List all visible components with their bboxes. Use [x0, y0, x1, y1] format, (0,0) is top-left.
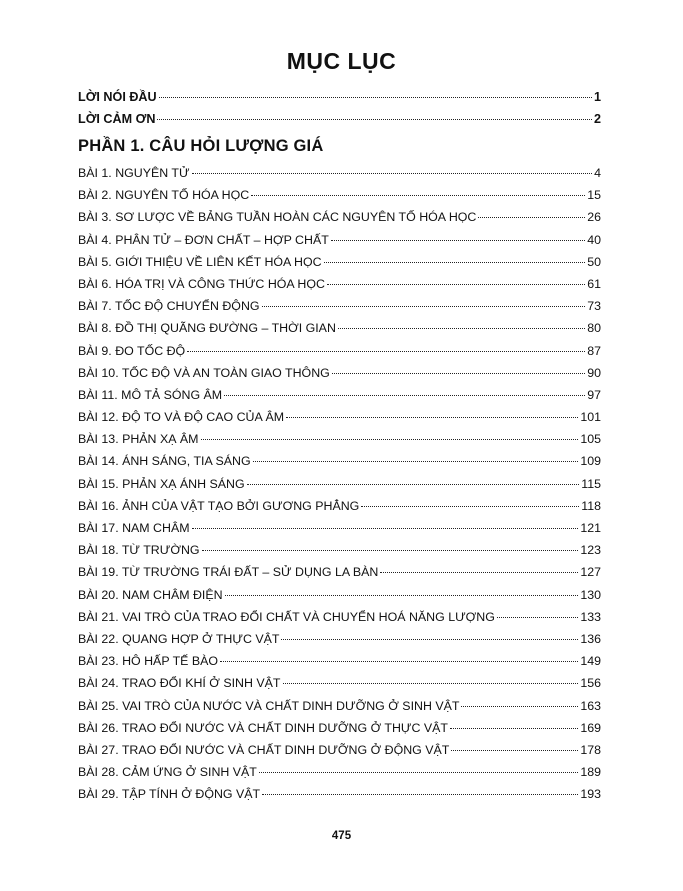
toc-entry-lesson-15[interactable]	[78, 473, 601, 495]
toc-entry-lesson-14[interactable]	[78, 450, 601, 472]
dot-leader	[327, 284, 585, 285]
toc-entry-loi-noi-dau[interactable]	[78, 86, 601, 108]
toc-entry-loi-cam-on[interactable]	[78, 108, 601, 130]
dot-leader	[281, 639, 578, 640]
dot-leader	[283, 683, 579, 684]
toc-entry-label: BÀI 2. NGUYÊN TỐ HÓA HỌC	[78, 188, 250, 203]
toc-entry-lesson-29[interactable]	[78, 783, 601, 805]
toc-entry-page: 156	[580, 676, 601, 691]
dot-leader	[331, 240, 585, 241]
toc-entry-label: BÀI 23. HÔ HẤP TẾ BÀO	[78, 654, 219, 669]
dot-leader	[192, 528, 579, 529]
toc-entry-lesson-12[interactable]	[78, 406, 601, 428]
toc-entry-page: 189	[580, 765, 601, 780]
toc-entry-lesson-16[interactable]	[78, 495, 601, 517]
toc-entry-label: BÀI 12. ĐỘ TO VÀ ĐỘ CAO CỦA ÂM	[78, 410, 285, 425]
toc-entry-page: 193	[580, 787, 601, 802]
toc-entry-page: 4	[594, 166, 601, 180]
toc-entry-label: BÀI 27. TRAO ĐỔI NƯỚC VÀ CHẤT DINH DƯỠNG Ở ĐỘNG VẬT	[78, 742, 450, 757]
toc-entry-page: 136	[580, 631, 601, 646]
dot-leader	[159, 97, 592, 98]
toc-entry-lesson-20[interactable]	[78, 584, 601, 606]
toc-entry-label: BÀI 15. PHẢN XẠ ÁNH SÁNG	[78, 476, 245, 491]
toc-entry-page: 169	[580, 720, 601, 735]
dot-leader	[201, 439, 579, 440]
page-title: MỤC LỤC	[286, 48, 397, 74]
toc-entry-lesson-27[interactable]	[78, 739, 601, 761]
dot-leader	[450, 728, 578, 729]
toc-entry-page: 1	[593, 90, 601, 104]
toc-entry-page: 149	[580, 654, 601, 669]
toc-entry-lesson-5[interactable]	[78, 251, 601, 273]
toc-entry-label: BÀI 16. ẢNH CỦA VẬT TẠO BỞI GƯƠNG PHẲNG	[78, 498, 360, 513]
toc-entry-page: 61	[587, 276, 601, 291]
toc-entry-lesson-7[interactable]	[78, 295, 601, 317]
page-number: 475	[331, 830, 352, 842]
toc-entry-label: BÀI 13. PHẢN XẠ ÂM	[78, 432, 199, 447]
toc-entry-page: 97	[587, 387, 601, 402]
toc-entry-lesson-9[interactable]	[78, 340, 601, 362]
toc-entry-label: BÀI 1. NGUYÊN TỬ	[78, 166, 190, 180]
toc-entry-page: 90	[587, 365, 601, 380]
toc-entry-page: 15	[587, 188, 601, 203]
toc-entry-page: 105	[580, 432, 601, 447]
toc-entry-page: 26	[587, 210, 601, 225]
toc-entry-lesson-18[interactable]	[78, 539, 601, 561]
toc-entry-lesson-24[interactable]	[78, 672, 601, 694]
toc-entry-page: 123	[580, 543, 601, 558]
toc-entry-lesson-3[interactable]	[78, 206, 601, 228]
toc-entry-page: 133	[580, 609, 601, 624]
dot-leader	[202, 550, 579, 551]
dot-leader	[338, 328, 585, 329]
toc-entry-page: 163	[580, 698, 601, 713]
toc-entry-page: 178	[580, 742, 601, 757]
toc-entry-label: BÀI 8. ĐỒ THỊ QUÃNG ĐƯỜNG – THỜI GIAN	[78, 321, 336, 336]
lesson-list	[78, 162, 601, 805]
toc-entry-lesson-26[interactable]	[78, 717, 601, 739]
dot-leader	[192, 173, 593, 174]
toc-entry-label: BÀI 28. CẢM ỨNG Ở SINH VẬT	[78, 765, 257, 780]
toc-entry-page: 87	[587, 343, 601, 358]
toc-entry-page: 121	[580, 521, 601, 535]
toc-entry-label: BÀI 17. NAM CHÂM	[78, 521, 190, 535]
toc-entry-page: 80	[587, 321, 601, 336]
toc-entry-page: 127	[580, 565, 601, 580]
toc-entry-page: 2	[593, 112, 601, 127]
toc-entry-label: BÀI 26. TRAO ĐỔI NƯỚC VÀ CHẤT DINH DƯỠNG Ở THỰC VẬT	[78, 720, 448, 735]
toc-entry-label: BÀI 19. TỪ TRƯỜNG TRÁI ĐẤT – SỬ DỤNG LA BÀN	[78, 565, 379, 580]
toc-entry-lesson-21[interactable]	[78, 606, 601, 628]
dot-leader	[286, 417, 578, 418]
dot-leader	[251, 195, 585, 196]
toc-entry-lesson-23[interactable]	[78, 650, 601, 672]
toc-entry-label: LỜI CẢM ƠN	[78, 112, 156, 127]
dot-leader	[253, 461, 579, 462]
toc-entry-label: BÀI 7. TỐC ĐỘ CHUYỂN ĐỘNG	[78, 299, 260, 314]
front-matter-list	[78, 86, 601, 159]
toc-entry-page: 73	[587, 299, 601, 314]
dot-leader	[262, 306, 586, 307]
toc-entry-lesson-1[interactable]	[78, 162, 601, 184]
toc-entry-page: 40	[587, 232, 601, 247]
dot-leader	[361, 506, 579, 507]
toc-entry-label: BÀI 10. TỐC ĐỘ VÀ AN TOÀN GIAO THÔNG	[78, 365, 330, 380]
toc-entry-lesson-28[interactable]	[78, 761, 601, 783]
dot-leader	[324, 262, 586, 263]
toc-entry-lesson-4[interactable]	[78, 229, 601, 251]
dot-leader	[497, 617, 578, 618]
toc-entry-lesson-8[interactable]	[78, 317, 601, 339]
dot-leader	[332, 373, 585, 374]
dot-leader	[380, 572, 578, 573]
toc-entry-page: 50	[587, 254, 601, 269]
dot-leader	[461, 706, 578, 707]
toc-entry-lesson-19[interactable]	[78, 561, 601, 583]
toc-entry-label: BÀI 5. GIỚI THIỆU VỀ LIÊN KẾT HÓA HỌC	[78, 254, 322, 269]
toc-entry-page: 101	[580, 410, 601, 425]
toc-entry-lesson-6[interactable]	[78, 273, 601, 295]
toc-entry-label: BÀI 3. SƠ LƯỢC VỀ BẢNG TUẦN HOÀN CÁC NGUYÊN TỐ HÓA HỌC	[78, 210, 477, 225]
toc-entry-label: LỜI NÓI ĐẦU	[78, 90, 157, 104]
toc-entry-label: BÀI 11. MÔ TẢ SÓNG ÂM	[78, 387, 223, 402]
dot-leader	[247, 484, 580, 485]
toc-entry-page: 109	[580, 454, 601, 469]
toc-entry-label: BÀI 4. PHÂN TỬ – ĐƠN CHẤT – HỢP CHẤT	[78, 232, 329, 247]
toc-entry-label: BÀI 22. QUANG HỢP Ở THỰC VẬT	[78, 631, 280, 646]
dot-leader	[451, 750, 578, 751]
dot-leader	[478, 217, 585, 218]
toc-entry-page: 118	[581, 498, 601, 513]
toc-entry-lesson-11[interactable]	[78, 384, 601, 406]
toc-entry-label: BÀI 25. VAI TRÒ CỦA NƯỚC VÀ CHẤT DINH DƯỠNG Ở SINH VẬT	[78, 698, 460, 713]
toc-entry-page: 130	[580, 587, 601, 602]
toc-entry-label: BÀI 9. ĐO TỐC ĐỘ	[78, 343, 186, 358]
section-heading: PHẦN 1. CÂU HỎI LƯỢNG GIÁ	[78, 137, 324, 156]
dot-leader	[224, 395, 585, 396]
dot-leader	[262, 794, 578, 795]
toc-entry-label: BÀI 14. ÁNH SÁNG, TIA SÁNG	[78, 454, 251, 469]
toc-entry-lesson-22[interactable]	[78, 628, 601, 650]
toc-entry-label: BÀI 20. NAM CHÂM ĐIỆN	[78, 587, 223, 602]
dot-leader	[259, 772, 578, 773]
dot-leader	[157, 119, 592, 120]
toc-entry-lesson-2[interactable]	[78, 184, 601, 206]
toc-entry-label: BÀI 18. TỪ TRƯỜNG	[78, 543, 200, 558]
dot-leader	[187, 351, 585, 352]
toc-entry-lesson-10[interactable]	[78, 362, 601, 384]
toc-entry-label: BÀI 21. VAI TRÒ CỦA TRAO ĐỔI CHẤT VÀ CHUYỂN HOÁ NĂNG LƯỢNG	[78, 609, 495, 624]
dot-leader	[225, 595, 579, 596]
toc-entry-lesson-25[interactable]	[78, 695, 601, 717]
toc-entry-lesson-17[interactable]	[78, 517, 601, 539]
toc-entry-label: BÀI 6. HÓA TRỊ VÀ CÔNG THỨC HÓA HỌC	[78, 276, 325, 291]
toc-entry-label: BÀI 24. TRAO ĐỔI KHÍ Ở SINH VẬT	[78, 676, 281, 691]
toc-entry-page: 115	[581, 476, 601, 491]
dot-leader	[220, 661, 578, 662]
toc-entry-lesson-13[interactable]	[78, 428, 601, 450]
toc-entry-label: BÀI 29. TẬP TÍNH Ở ĐỘNG VẬT	[78, 787, 261, 802]
